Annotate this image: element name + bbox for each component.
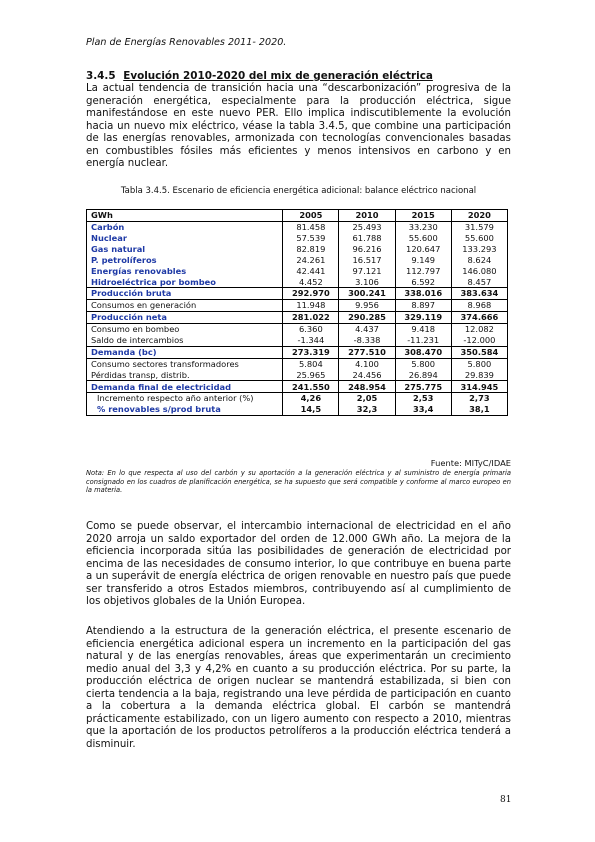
row-label: % renovables s/prod bruta — [87, 404, 283, 415]
table-header-cell: 2015 — [395, 210, 451, 222]
row-value: 308.470 — [395, 346, 451, 358]
row-value: 338.016 — [395, 288, 451, 300]
row-value: 133.293 — [451, 244, 507, 255]
row-label: Consumos en generación — [87, 300, 283, 312]
row-label: Pérdidas transp, distrib. — [87, 369, 283, 380]
row-value: 24.261 — [283, 255, 339, 266]
row-value: 8.897 — [395, 300, 451, 312]
row-value: -8.338 — [339, 335, 395, 346]
table-note: Nota: En lo que respecta al uso del carbón y su aportación a la generación eléctrica y al suministro de energía primaria consignado en los cuadros de planificación energética, se ha supuesto que será compatible y conforme al marco europeo en la materia. — [86, 469, 511, 495]
table-row — [87, 358, 508, 369]
row-value: 277.510 — [339, 346, 395, 358]
row-value: 25.493 — [339, 221, 395, 232]
row-value: 273.319 — [283, 346, 339, 358]
section-number: 3.4.5 — [86, 70, 116, 82]
row-value: 290.285 — [339, 312, 395, 324]
row-value: 300.241 — [339, 288, 395, 300]
row-value: 241.550 — [283, 381, 339, 393]
row-value: 329.119 — [395, 312, 451, 324]
row-value: 4.100 — [339, 358, 395, 369]
table-row — [87, 276, 508, 287]
row-value: 3.106 — [339, 276, 395, 287]
table-row — [87, 393, 508, 404]
table-row — [87, 255, 508, 266]
row-value: 9.956 — [339, 300, 395, 312]
row-value: 96.216 — [339, 244, 395, 255]
table-header-cell: 2005 — [283, 210, 339, 222]
page-number: 81 — [500, 795, 512, 805]
row-value: 383.634 — [451, 288, 507, 300]
row-value: 146.080 — [451, 265, 507, 276]
row-value: 55.600 — [451, 233, 507, 244]
row-value: 374.666 — [451, 312, 507, 324]
row-value: 275.775 — [395, 381, 451, 393]
row-label: Producción bruta — [87, 288, 283, 300]
electric-balance-table — [86, 209, 508, 416]
table-row — [87, 404, 508, 415]
table-row — [87, 300, 508, 312]
table-row — [87, 244, 508, 255]
row-value: 120.647 — [395, 244, 451, 255]
row-value: 61.788 — [339, 233, 395, 244]
row-value: 31.579 — [451, 221, 507, 232]
table-row — [87, 335, 508, 346]
row-value: 16.517 — [339, 255, 395, 266]
row-value: 350.584 — [451, 346, 507, 358]
table-caption: Tabla 3.4.5. Escenario de eficiencia energética adicional: balance eléctrico nacional — [120, 186, 477, 196]
row-value: 8.968 — [451, 300, 507, 312]
running-header: Plan de Energías Renovables 2011- 2020. — [86, 37, 287, 48]
row-label: Hidroeléctrica por bombeo — [87, 276, 283, 287]
row-value: 32,3 — [339, 404, 395, 415]
row-value: 33.230 — [395, 221, 451, 232]
row-value: 38,1 — [451, 404, 507, 415]
row-label: Energías renovables — [87, 265, 283, 276]
table-row — [87, 221, 508, 232]
row-label: Gas natural — [87, 244, 283, 255]
row-value: 25.965 — [283, 369, 339, 380]
row-value: 4.437 — [339, 323, 395, 334]
row-value: 5.804 — [283, 358, 339, 369]
row-value: 6.592 — [395, 276, 451, 287]
table-header-cell: 2010 — [339, 210, 395, 222]
row-value: 11.948 — [283, 300, 339, 312]
row-value: 314.945 — [451, 381, 507, 393]
row-label: Producción neta — [87, 312, 283, 324]
row-label: Demanda final de electricidad — [87, 381, 283, 393]
row-label: Consumo sectores transformadores — [87, 358, 283, 369]
table-row — [87, 265, 508, 276]
row-value: -12.000 — [451, 335, 507, 346]
row-value: 5.800 — [451, 358, 507, 369]
table-row — [87, 369, 508, 380]
row-value: 5.800 — [395, 358, 451, 369]
table-row — [87, 288, 508, 300]
row-label: Saldo de intercambios — [87, 335, 283, 346]
row-value: -1.344 — [283, 335, 339, 346]
table-row — [87, 312, 508, 324]
body-paragraph-2: Como se puede observar, el intercambio internacional de electricidad en el año 2020 arroja un saldo exportador del orden de 12.000 GWh año. La mejora de la eficiencia incorporada sitúa las posibilidades de generación de electricidad por encima de las necesidades de consumo interior, lo que contribuye en buena parte a un superávit de energía eléctrica de origen renovable en nuestro país que puede ser transferido a otros Estados miembros, contribuyendo así al cumplimiento de los objetivos globales de la Unión Europea. — [86, 521, 511, 607]
row-label: Carbón — [87, 221, 283, 232]
row-label: Consumo en bombeo — [87, 323, 283, 334]
row-value: 6.360 — [283, 323, 339, 334]
section-heading — [86, 70, 433, 82]
table-row — [87, 381, 508, 393]
table-row — [87, 233, 508, 244]
row-value: 2,53 — [395, 393, 451, 404]
row-value: 26.894 — [395, 369, 451, 380]
intro-paragraph: La actual tendencia de transición hacia una “descarbonización” progresiva de la generación energética, especialmente para la producción eléctrica, sigue manifestándose en este nuevo PER. Ello implica indiscutiblemente la evolución hacia un nuevo mix eléctrico, véase la tabla 3.4.5, que combine una participación de las energías renovables, armonizada con tecnologías convencionales basadas en combustibles fósiles más eficientes y menos intensivos en carbono y en energía nuclear. — [86, 83, 511, 169]
table-header-row — [87, 210, 508, 222]
row-value: 4.452 — [283, 276, 339, 287]
table-row — [87, 346, 508, 358]
row-value: 4,26 — [283, 393, 339, 404]
row-value: 248.954 — [339, 381, 395, 393]
row-value: 29.839 — [451, 369, 507, 380]
row-value: 9.418 — [395, 323, 451, 334]
row-value: 12.082 — [451, 323, 507, 334]
row-value: 8.624 — [451, 255, 507, 266]
body-paragraph-3: Atendiendo a la estructura de la generación eléctrica, el presente escenario de eficiencia energética adicional espera un incremento en la participación del gas natural y de las energías renovables, áreas que experimentarán un crecimiento medio anual del 3,3 y 4,2% en cuanto a su producción eléctrica. Por su parte, la producción eléctrica de origen nuclear se mantendrá estabilizada, si bien con cierta tendencia a la baja, registrando una leve pérdida de participación en cuanto a la cobertura a la demanda eléctrica global. El carbón se mantendrá prácticamente estabilizado, con un ligero aumento con respecto a 2010, mientras que la aportación de los productos petrolíferos a la producción eléctrica tenderá a disminuir. — [86, 626, 511, 750]
row-label: P. petrolíferos — [87, 255, 283, 266]
row-label: Incremento respecto año anterior (%) — [87, 393, 283, 404]
row-value: 2,73 — [451, 393, 507, 404]
row-value: 97.121 — [339, 265, 395, 276]
row-value: 281.022 — [283, 312, 339, 324]
row-value: 2,05 — [339, 393, 395, 404]
table-source: Fuente: MITyC/IDAE — [430, 458, 511, 468]
row-value: -11.231 — [395, 335, 451, 346]
row-value: 33,4 — [395, 404, 451, 415]
row-label: Nuclear — [87, 233, 283, 244]
row-value: 81.458 — [283, 221, 339, 232]
row-value: 24.456 — [339, 369, 395, 380]
row-value: 9.149 — [395, 255, 451, 266]
row-value: 82.819 — [283, 244, 339, 255]
row-value: 292.970 — [283, 288, 339, 300]
table-header-cell: GWh — [87, 210, 283, 222]
row-value: 55.600 — [395, 233, 451, 244]
table-row — [87, 323, 508, 334]
row-value: 57.539 — [283, 233, 339, 244]
row-value: 112.797 — [395, 265, 451, 276]
row-value: 42.441 — [283, 265, 339, 276]
section-title: Evolución 2010-2020 del mix de generación eléctrica — [123, 70, 433, 82]
table-header-cell: 2020 — [451, 210, 507, 222]
row-value: 14,5 — [283, 404, 339, 415]
row-label: Demanda (bc) — [87, 346, 283, 358]
row-value: 8.457 — [451, 276, 507, 287]
